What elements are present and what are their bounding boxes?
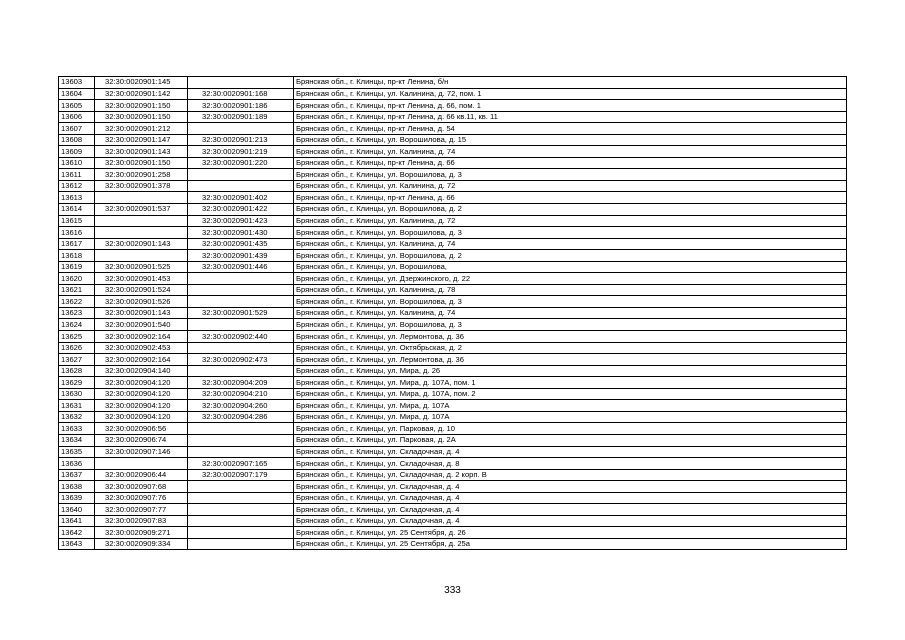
building-cadastral-number-cell: 32:30:0020901:168 — [188, 88, 294, 100]
record-number-cell: 13612 — [59, 180, 95, 192]
building-cadastral-number-cell — [188, 180, 294, 192]
record-number-cell: 13625 — [59, 331, 95, 343]
address-cell: Брянская обл., г. Клинцы, ул. Ворошилова, д. 3 — [294, 296, 847, 308]
address-cell: Брянская обл., г. Клинцы, ул. Ворошилова, — [294, 261, 847, 273]
building-cadastral-number-cell: 32:30:0020904:286 — [188, 411, 294, 423]
table-row — [59, 227, 847, 239]
building-cadastral-number-cell — [188, 446, 294, 458]
record-number-cell: 13641 — [59, 515, 95, 527]
building-cadastral-number-cell: 32:30:0020901:422 — [188, 204, 294, 216]
building-cadastral-number-cell — [188, 284, 294, 296]
address-cell: Брянская обл., г. Клинцы, ул. Мира, д. 107А — [294, 411, 847, 423]
table-row — [59, 100, 847, 112]
address-cell: Брянская обл., г. Клинцы, ул. Складочная, д. 4 — [294, 446, 847, 458]
record-number-cell: 13634 — [59, 434, 95, 446]
building-cadastral-number-cell — [188, 296, 294, 308]
address-cell: Брянская обл., г. Клинцы, пр-кт Ленина, д. 66, пом. 1 — [294, 100, 847, 112]
address-cell: Брянская обл., г. Клинцы, ул. 25 Сентября, д. 26 — [294, 527, 847, 539]
record-number-cell: 13643 — [59, 538, 95, 550]
address-cell: Брянская обл., г. Клинцы, ул. Мира, д. 107А, пом. 2 — [294, 388, 847, 400]
building-cadastral-number-cell — [188, 365, 294, 377]
land-plot-cadastral-number-cell: 32:30:0020901:147 — [95, 134, 188, 146]
table-row — [59, 527, 847, 539]
record-number-cell: 13639 — [59, 492, 95, 504]
building-cadastral-number-cell — [188, 481, 294, 493]
address-cell: Брянская обл., г. Клинцы, ул. Лермонтова, д. 36 — [294, 331, 847, 343]
table-row — [59, 446, 847, 458]
record-number-cell: 13618 — [59, 250, 95, 262]
address-cell: Брянская обл., г. Клинцы, пр-кт Ленина, д. 66 кв.11, кв. 11 — [294, 111, 847, 123]
address-cell: Брянская обл., г. Клинцы, ул. Калинина, д. 72 — [294, 180, 847, 192]
table-row — [59, 77, 847, 89]
land-plot-cadastral-number-cell: 32:30:0020906:56 — [95, 423, 188, 435]
land-plot-cadastral-number-cell — [95, 458, 188, 470]
table-row — [59, 377, 847, 389]
table-row — [59, 134, 847, 146]
building-cadastral-number-cell: 32:30:0020901:439 — [188, 250, 294, 262]
building-cadastral-number-cell: 32:30:0020904:260 — [188, 400, 294, 412]
land-plot-cadastral-number-cell: 32:30:0020901:524 — [95, 284, 188, 296]
land-plot-cadastral-number-cell: 32:30:0020901:212 — [95, 123, 188, 135]
address-cell: Брянская обл., г. Клинцы, ул. Ворошилова, д. 15 — [294, 134, 847, 146]
land-plot-cadastral-number-cell: 32:30:0020907:146 — [95, 446, 188, 458]
address-cell: Брянская обл., г. Клинцы, ул. Калинина, д. 74 — [294, 307, 847, 319]
table-row — [59, 296, 847, 308]
land-plot-cadastral-number-cell: 32:30:0020904:120 — [95, 400, 188, 412]
address-cell: Брянская обл., г. Клинцы, ул. Калинина, д. 78 — [294, 284, 847, 296]
building-cadastral-number-cell — [188, 77, 294, 89]
table-row — [59, 261, 847, 273]
land-plot-cadastral-number-cell: 32:30:0020901:258 — [95, 169, 188, 181]
land-plot-cadastral-number-cell: 32:30:0020909:271 — [95, 527, 188, 539]
land-plot-cadastral-number-cell: 32:30:0020901:537 — [95, 204, 188, 216]
building-cadastral-number-cell — [188, 527, 294, 539]
record-number-cell: 13622 — [59, 296, 95, 308]
table-row — [59, 354, 847, 366]
table-row — [59, 284, 847, 296]
record-number-cell: 13620 — [59, 273, 95, 285]
table-row — [59, 400, 847, 412]
record-number-cell: 13630 — [59, 388, 95, 400]
land-plot-cadastral-number-cell: 32:30:0020906:44 — [95, 469, 188, 481]
building-cadastral-number-cell: 32:30:0020901:435 — [188, 238, 294, 250]
address-cell: Брянская обл., г. Клинцы, ул. Складочная, д. 4 — [294, 504, 847, 516]
building-cadastral-number-cell: 32:30:0020901:213 — [188, 134, 294, 146]
table-row — [59, 307, 847, 319]
table-row — [59, 215, 847, 227]
record-number-cell: 13616 — [59, 227, 95, 239]
table-row — [59, 146, 847, 158]
building-cadastral-number-cell: 32:30:0020902:440 — [188, 331, 294, 343]
address-cell: Брянская обл., г. Клинцы, ул. Калинина, д. 72 — [294, 215, 847, 227]
table-row — [59, 423, 847, 435]
table-row — [59, 273, 847, 285]
record-number-cell: 13629 — [59, 377, 95, 389]
land-plot-cadastral-number-cell: 32:30:0020907:77 — [95, 504, 188, 516]
building-cadastral-number-cell: 32:30:0020901:189 — [188, 111, 294, 123]
land-plot-cadastral-number-cell: 32:30:0020904:120 — [95, 377, 188, 389]
address-cell: Брянская обл., г. Клинцы, пр-кт Ленина, д. 66 — [294, 157, 847, 169]
address-cell: Брянская обл., г. Клинцы, ул. Складочная, д. 4 — [294, 481, 847, 493]
building-cadastral-number-cell — [188, 123, 294, 135]
building-cadastral-number-cell: 32:30:0020901:423 — [188, 215, 294, 227]
record-number-cell: 13633 — [59, 423, 95, 435]
record-number-cell: 13606 — [59, 111, 95, 123]
building-cadastral-number-cell: 32:30:0020907:165 — [188, 458, 294, 470]
building-cadastral-number-cell — [188, 319, 294, 331]
record-number-cell: 13609 — [59, 146, 95, 158]
table-row — [59, 504, 847, 516]
address-cell: Брянская обл., г. Клинцы, пр-кт Ленина, д. 66 — [294, 192, 847, 204]
address-cell: Брянская обл., г. Клинцы, ул. Дзержинского, д. 22 — [294, 273, 847, 285]
land-plot-cadastral-number-cell: 32:30:0020907:83 — [95, 515, 188, 527]
table-row — [59, 88, 847, 100]
address-cell: Брянская обл., г. Клинцы, ул. 25 Сентября, д. 25а — [294, 538, 847, 550]
record-number-cell: 13623 — [59, 307, 95, 319]
address-cell: Брянская обл., г. Клинцы, ул. Ворошилова, д. 3 — [294, 319, 847, 331]
land-plot-cadastral-number-cell: 32:30:0020901:526 — [95, 296, 188, 308]
record-number-cell: 13614 — [59, 204, 95, 216]
record-number-cell: 13626 — [59, 342, 95, 354]
building-cadastral-number-cell: 32:30:0020902:473 — [188, 354, 294, 366]
address-cell: Брянская обл., г. Клинцы, ул. Складочная, д. 8 — [294, 458, 847, 470]
land-plot-cadastral-number-cell: 32:30:0020901:143 — [95, 238, 188, 250]
record-number-cell: 13607 — [59, 123, 95, 135]
address-cell: Брянская обл., г. Клинцы, ул. Калинина, д. 74 — [294, 146, 847, 158]
table-row — [59, 250, 847, 262]
table-row — [59, 481, 847, 493]
building-cadastral-number-cell — [188, 434, 294, 446]
record-number-cell: 13636 — [59, 458, 95, 470]
address-cell: Брянская обл., г. Клинцы, ул. Складочная, д. 2 корп. В — [294, 469, 847, 481]
land-plot-cadastral-number-cell: 32:30:0020909:334 — [95, 538, 188, 550]
record-number-cell: 13638 — [59, 481, 95, 493]
building-cadastral-number-cell — [188, 169, 294, 181]
land-plot-cadastral-number-cell: 32:30:0020904:140 — [95, 365, 188, 377]
land-plot-cadastral-number-cell — [95, 192, 188, 204]
land-plot-cadastral-number-cell: 32:30:0020901:150 — [95, 100, 188, 112]
record-number-cell: 13640 — [59, 504, 95, 516]
table-row — [59, 192, 847, 204]
land-plot-cadastral-number-cell: 32:30:0020901:540 — [95, 319, 188, 331]
table-row — [59, 458, 847, 470]
building-cadastral-number-cell: 32:30:0020904:209 — [188, 377, 294, 389]
address-cell: Брянская обл., г. Клинцы, ул. Ворошилова, д. 3 — [294, 169, 847, 181]
table-row — [59, 538, 847, 550]
table-row — [59, 238, 847, 250]
land-plot-cadastral-number-cell: 32:30:0020907:76 — [95, 492, 188, 504]
building-cadastral-number-cell: 32:30:0020901:446 — [188, 261, 294, 273]
table-row — [59, 365, 847, 377]
land-plot-cadastral-number-cell: 32:30:0020901:142 — [95, 88, 188, 100]
building-cadastral-number-cell: 32:30:0020904:210 — [188, 388, 294, 400]
record-number-cell: 13610 — [59, 157, 95, 169]
land-plot-cadastral-number-cell — [95, 227, 188, 239]
address-cell: Брянская обл., г. Клинцы, пр-кт Ленина, д. 54 — [294, 123, 847, 135]
address-cell: Брянская обл., г. Клинцы, ул. Калинина, д. 72, пом. 1 — [294, 88, 847, 100]
registry-table — [58, 76, 847, 550]
table-row — [59, 204, 847, 216]
address-cell: Брянская обл., г. Клинцы, ул. Мира, д. 107А — [294, 400, 847, 412]
building-cadastral-number-cell — [188, 492, 294, 504]
record-number-cell: 13635 — [59, 446, 95, 458]
record-number-cell: 13624 — [59, 319, 95, 331]
building-cadastral-number-cell — [188, 273, 294, 285]
record-number-cell: 13631 — [59, 400, 95, 412]
building-cadastral-number-cell: 32:30:0020901:220 — [188, 157, 294, 169]
land-plot-cadastral-number-cell: 32:30:0020901:145 — [95, 77, 188, 89]
building-cadastral-number-cell: 32:30:0020901:529 — [188, 307, 294, 319]
building-cadastral-number-cell: 32:30:0020901:430 — [188, 227, 294, 239]
land-plot-cadastral-number-cell: 32:30:0020904:120 — [95, 388, 188, 400]
record-number-cell: 13621 — [59, 284, 95, 296]
record-number-cell: 13611 — [59, 169, 95, 181]
address-cell: Брянская обл., г. Клинцы, ул. Ворошилова, д. 2 — [294, 204, 847, 216]
land-plot-cadastral-number-cell: 32:30:0020907:68 — [95, 481, 188, 493]
record-number-cell: 13608 — [59, 134, 95, 146]
address-cell: Брянская обл., г. Клинцы, ул. Калинина, д. 74 — [294, 238, 847, 250]
address-cell: Брянская обл., г. Клинцы, ул. Ворошилова, д. 2 — [294, 250, 847, 262]
registry-table-body — [59, 77, 847, 550]
building-cadastral-number-cell: 32:30:0020901:402 — [188, 192, 294, 204]
record-number-cell: 13615 — [59, 215, 95, 227]
land-plot-cadastral-number-cell: 32:30:0020901:143 — [95, 307, 188, 319]
record-number-cell: 13632 — [59, 411, 95, 423]
land-plot-cadastral-number-cell: 32:30:0020901:378 — [95, 180, 188, 192]
address-cell: Брянская обл., г. Клинцы, ул. Ворошилова, д. 3 — [294, 227, 847, 239]
land-plot-cadastral-number-cell: 32:30:0020902:453 — [95, 342, 188, 354]
building-cadastral-number-cell — [188, 342, 294, 354]
building-cadastral-number-cell — [188, 504, 294, 516]
land-plot-cadastral-number-cell: 32:30:0020904:120 — [95, 411, 188, 423]
land-plot-cadastral-number-cell: 32:30:0020901:525 — [95, 261, 188, 273]
address-cell: Брянская обл., г. Клинцы, ул. Парковая, д. 10 — [294, 423, 847, 435]
address-cell: Брянская обл., г. Клинцы, ул. Лермонтова, д. 36 — [294, 354, 847, 366]
address-cell: Брянская обл., г. Клинцы, ул. Октябрьская, д. 2 — [294, 342, 847, 354]
address-cell: Брянская обл., г. Клинцы, ул. Парковая, д. 2А — [294, 434, 847, 446]
table-row — [59, 411, 847, 423]
land-plot-cadastral-number-cell: 32:30:0020902:164 — [95, 331, 188, 343]
land-plot-cadastral-number-cell: 32:30:0020906:74 — [95, 434, 188, 446]
table-row — [59, 515, 847, 527]
building-cadastral-number-cell: 32:30:0020901:186 — [188, 100, 294, 112]
building-cadastral-number-cell — [188, 538, 294, 550]
land-plot-cadastral-number-cell: 32:30:0020901:453 — [95, 273, 188, 285]
page-number: 333 — [444, 585, 461, 596]
table-row — [59, 319, 847, 331]
table-row — [59, 180, 847, 192]
table-row — [59, 331, 847, 343]
record-number-cell: 13627 — [59, 354, 95, 366]
record-number-cell: 13642 — [59, 527, 95, 539]
building-cadastral-number-cell: 32:30:0020907:179 — [188, 469, 294, 481]
address-cell: Брянская обл., г. Клинцы, ул. Складочная, д. 4 — [294, 515, 847, 527]
record-number-cell: 13604 — [59, 88, 95, 100]
table-row — [59, 388, 847, 400]
building-cadastral-number-cell — [188, 423, 294, 435]
record-number-cell: 13603 — [59, 77, 95, 89]
land-plot-cadastral-number-cell: 32:30:0020901:150 — [95, 111, 188, 123]
record-number-cell: 13619 — [59, 261, 95, 273]
table-row — [59, 342, 847, 354]
table-row — [59, 123, 847, 135]
land-plot-cadastral-number-cell: 32:30:0020901:150 — [95, 157, 188, 169]
address-cell: Брянская обл., г. Клинцы, пр-кт Ленина, б/н — [294, 77, 847, 89]
record-number-cell: 13628 — [59, 365, 95, 377]
table-row — [59, 492, 847, 504]
table-row — [59, 469, 847, 481]
land-plot-cadastral-number-cell: 32:30:0020902:164 — [95, 354, 188, 366]
land-plot-cadastral-number-cell — [95, 215, 188, 227]
building-cadastral-number-cell — [188, 515, 294, 527]
building-cadastral-number-cell: 32:30:0020901:219 — [188, 146, 294, 158]
record-number-cell: 13637 — [59, 469, 95, 481]
land-plot-cadastral-number-cell: 32:30:0020901:143 — [95, 146, 188, 158]
record-number-cell: 13613 — [59, 192, 95, 204]
table-row — [59, 169, 847, 181]
table-row — [59, 157, 847, 169]
record-number-cell: 13605 — [59, 100, 95, 112]
record-number-cell: 13617 — [59, 238, 95, 250]
table-row — [59, 434, 847, 446]
address-cell: Брянская обл., г. Клинцы, ул. Складочная, д. 4 — [294, 492, 847, 504]
table-row — [59, 111, 847, 123]
address-cell: Брянская обл., г. Клинцы, ул. Мира, д. 26 — [294, 365, 847, 377]
land-plot-cadastral-number-cell — [95, 250, 188, 262]
address-cell: Брянская обл., г. Клинцы, ул. Мира, д. 107А, пом. 1 — [294, 377, 847, 389]
